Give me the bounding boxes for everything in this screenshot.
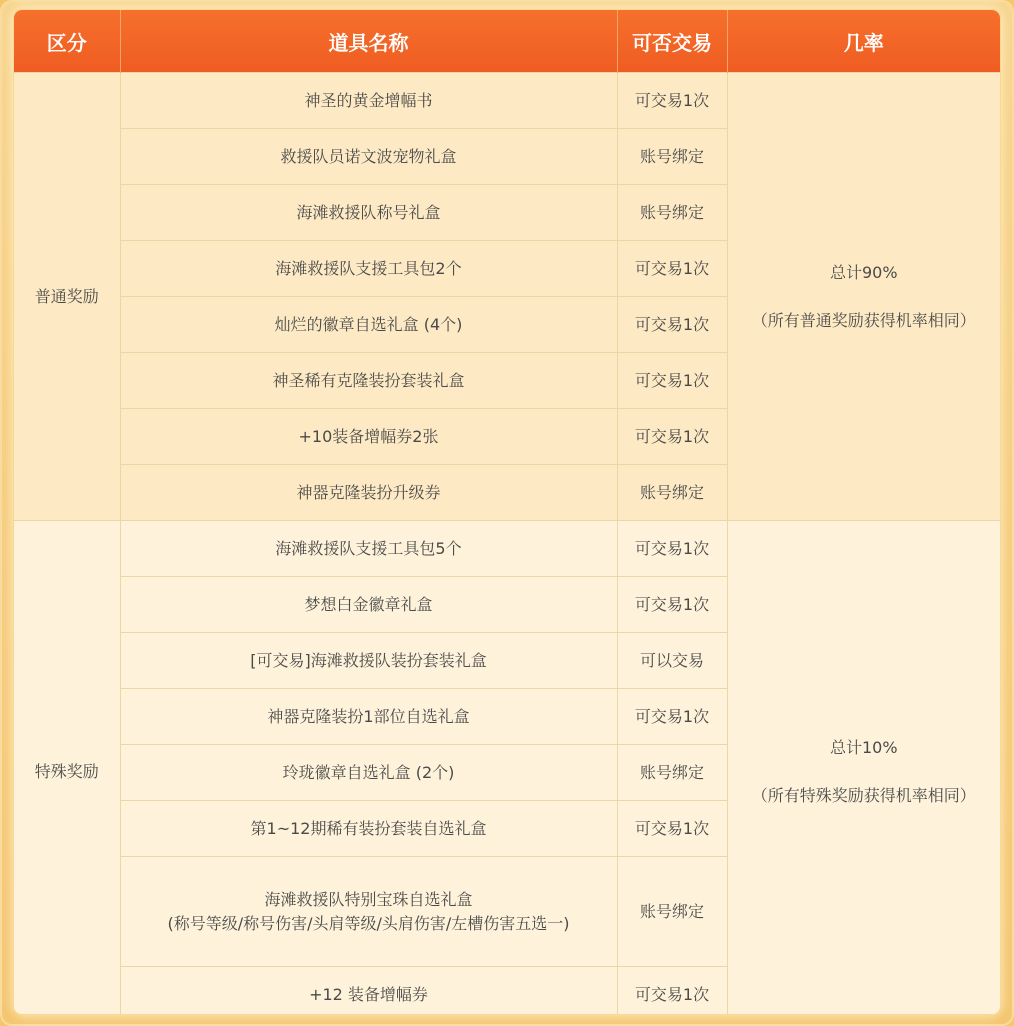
- item-name: 海滩救援队支援工具包2个: [120, 241, 617, 297]
- normal-rewards-group: [14, 73, 1000, 521]
- chance-total: 总计10%: [829, 737, 898, 757]
- item-name: 玲珑徽章自选礼盒 (2个): [120, 745, 617, 801]
- item-trade-status: 可以交易: [617, 633, 727, 689]
- item-trade-status: 账号绑定: [617, 745, 727, 801]
- chance-normal-rewards: [727, 73, 1000, 521]
- item-trade-status: 可交易1次: [617, 577, 727, 633]
- item-name: 神器克隆装扮1部位自选礼盒: [120, 689, 617, 745]
- item-name: 神圣稀有克隆装扮套装礼盒: [120, 353, 617, 409]
- reward-table-panel: [14, 10, 1000, 1014]
- table-row: [14, 521, 1000, 577]
- category-special-rewards: 特殊奖励: [14, 521, 120, 1015]
- item-name: [可交易]海滩救援队装扮套装礼盒: [120, 633, 617, 689]
- item-trade-status: 可交易1次: [617, 801, 727, 857]
- header-item-name: 道具名称: [120, 10, 617, 73]
- item-trade-status: 可交易1次: [617, 689, 727, 745]
- item-name: 第1~12期稀有装扮套装自选礼盒: [120, 801, 617, 857]
- header-tradable: 可否交易: [617, 10, 727, 73]
- item-name: +10装备增幅券2张: [120, 409, 617, 465]
- item-trade-status: 账号绑定: [617, 129, 727, 185]
- table-header-row: [14, 10, 1000, 73]
- reward-probability-table: [14, 10, 1000, 1014]
- item-name: 海滩救援队称号礼盒: [120, 185, 617, 241]
- chance-total: 总计90%: [829, 262, 898, 282]
- header-category: 区分: [14, 10, 120, 73]
- item-trade-status: 可交易1次: [617, 297, 727, 353]
- item-trade-status: 可交易1次: [617, 967, 727, 1015]
- chance-note: （所有特殊奖励获得机率相同）: [751, 785, 976, 805]
- item-trade-status: 账号绑定: [617, 185, 727, 241]
- item-name: 海滩救援队支援工具包5个: [120, 521, 617, 577]
- item-name-line-1: 海滩救援队特别宝珠自选礼盒: [264, 889, 473, 909]
- chance-special-rewards: [727, 521, 1000, 1015]
- item-name: 灿烂的徽章自选礼盒 (4个): [120, 297, 617, 353]
- item-name: +12 装备增幅券: [120, 967, 617, 1015]
- item-trade-status: 可交易1次: [617, 353, 727, 409]
- item-trade-status: 账号绑定: [617, 857, 727, 967]
- chance-note: （所有普通奖励获得机率相同）: [751, 310, 976, 330]
- item-trade-status: 可交易1次: [617, 73, 727, 129]
- item-name: 救援队员诺文波宠物礼盒: [120, 129, 617, 185]
- table-row: [14, 73, 1000, 129]
- item-trade-status: 可交易1次: [617, 521, 727, 577]
- item-name-line-2: (称号等级/称号伤害/头肩等级/头肩伤害/左槽伤害五选一): [167, 913, 570, 933]
- item-name: 梦想白金徽章礼盒: [120, 577, 617, 633]
- item-trade-status: 可交易1次: [617, 409, 727, 465]
- special-rewards-group: [14, 521, 1000, 1015]
- item-name: [120, 857, 617, 967]
- item-name: 神器克隆装扮升级券: [120, 465, 617, 521]
- header-chance: 几率: [727, 10, 1000, 73]
- item-name: 神圣的黄金增幅书: [120, 73, 617, 129]
- category-normal-rewards: 普通奖励: [14, 73, 120, 521]
- item-trade-status: 可交易1次: [617, 241, 727, 297]
- item-trade-status: 账号绑定: [617, 465, 727, 521]
